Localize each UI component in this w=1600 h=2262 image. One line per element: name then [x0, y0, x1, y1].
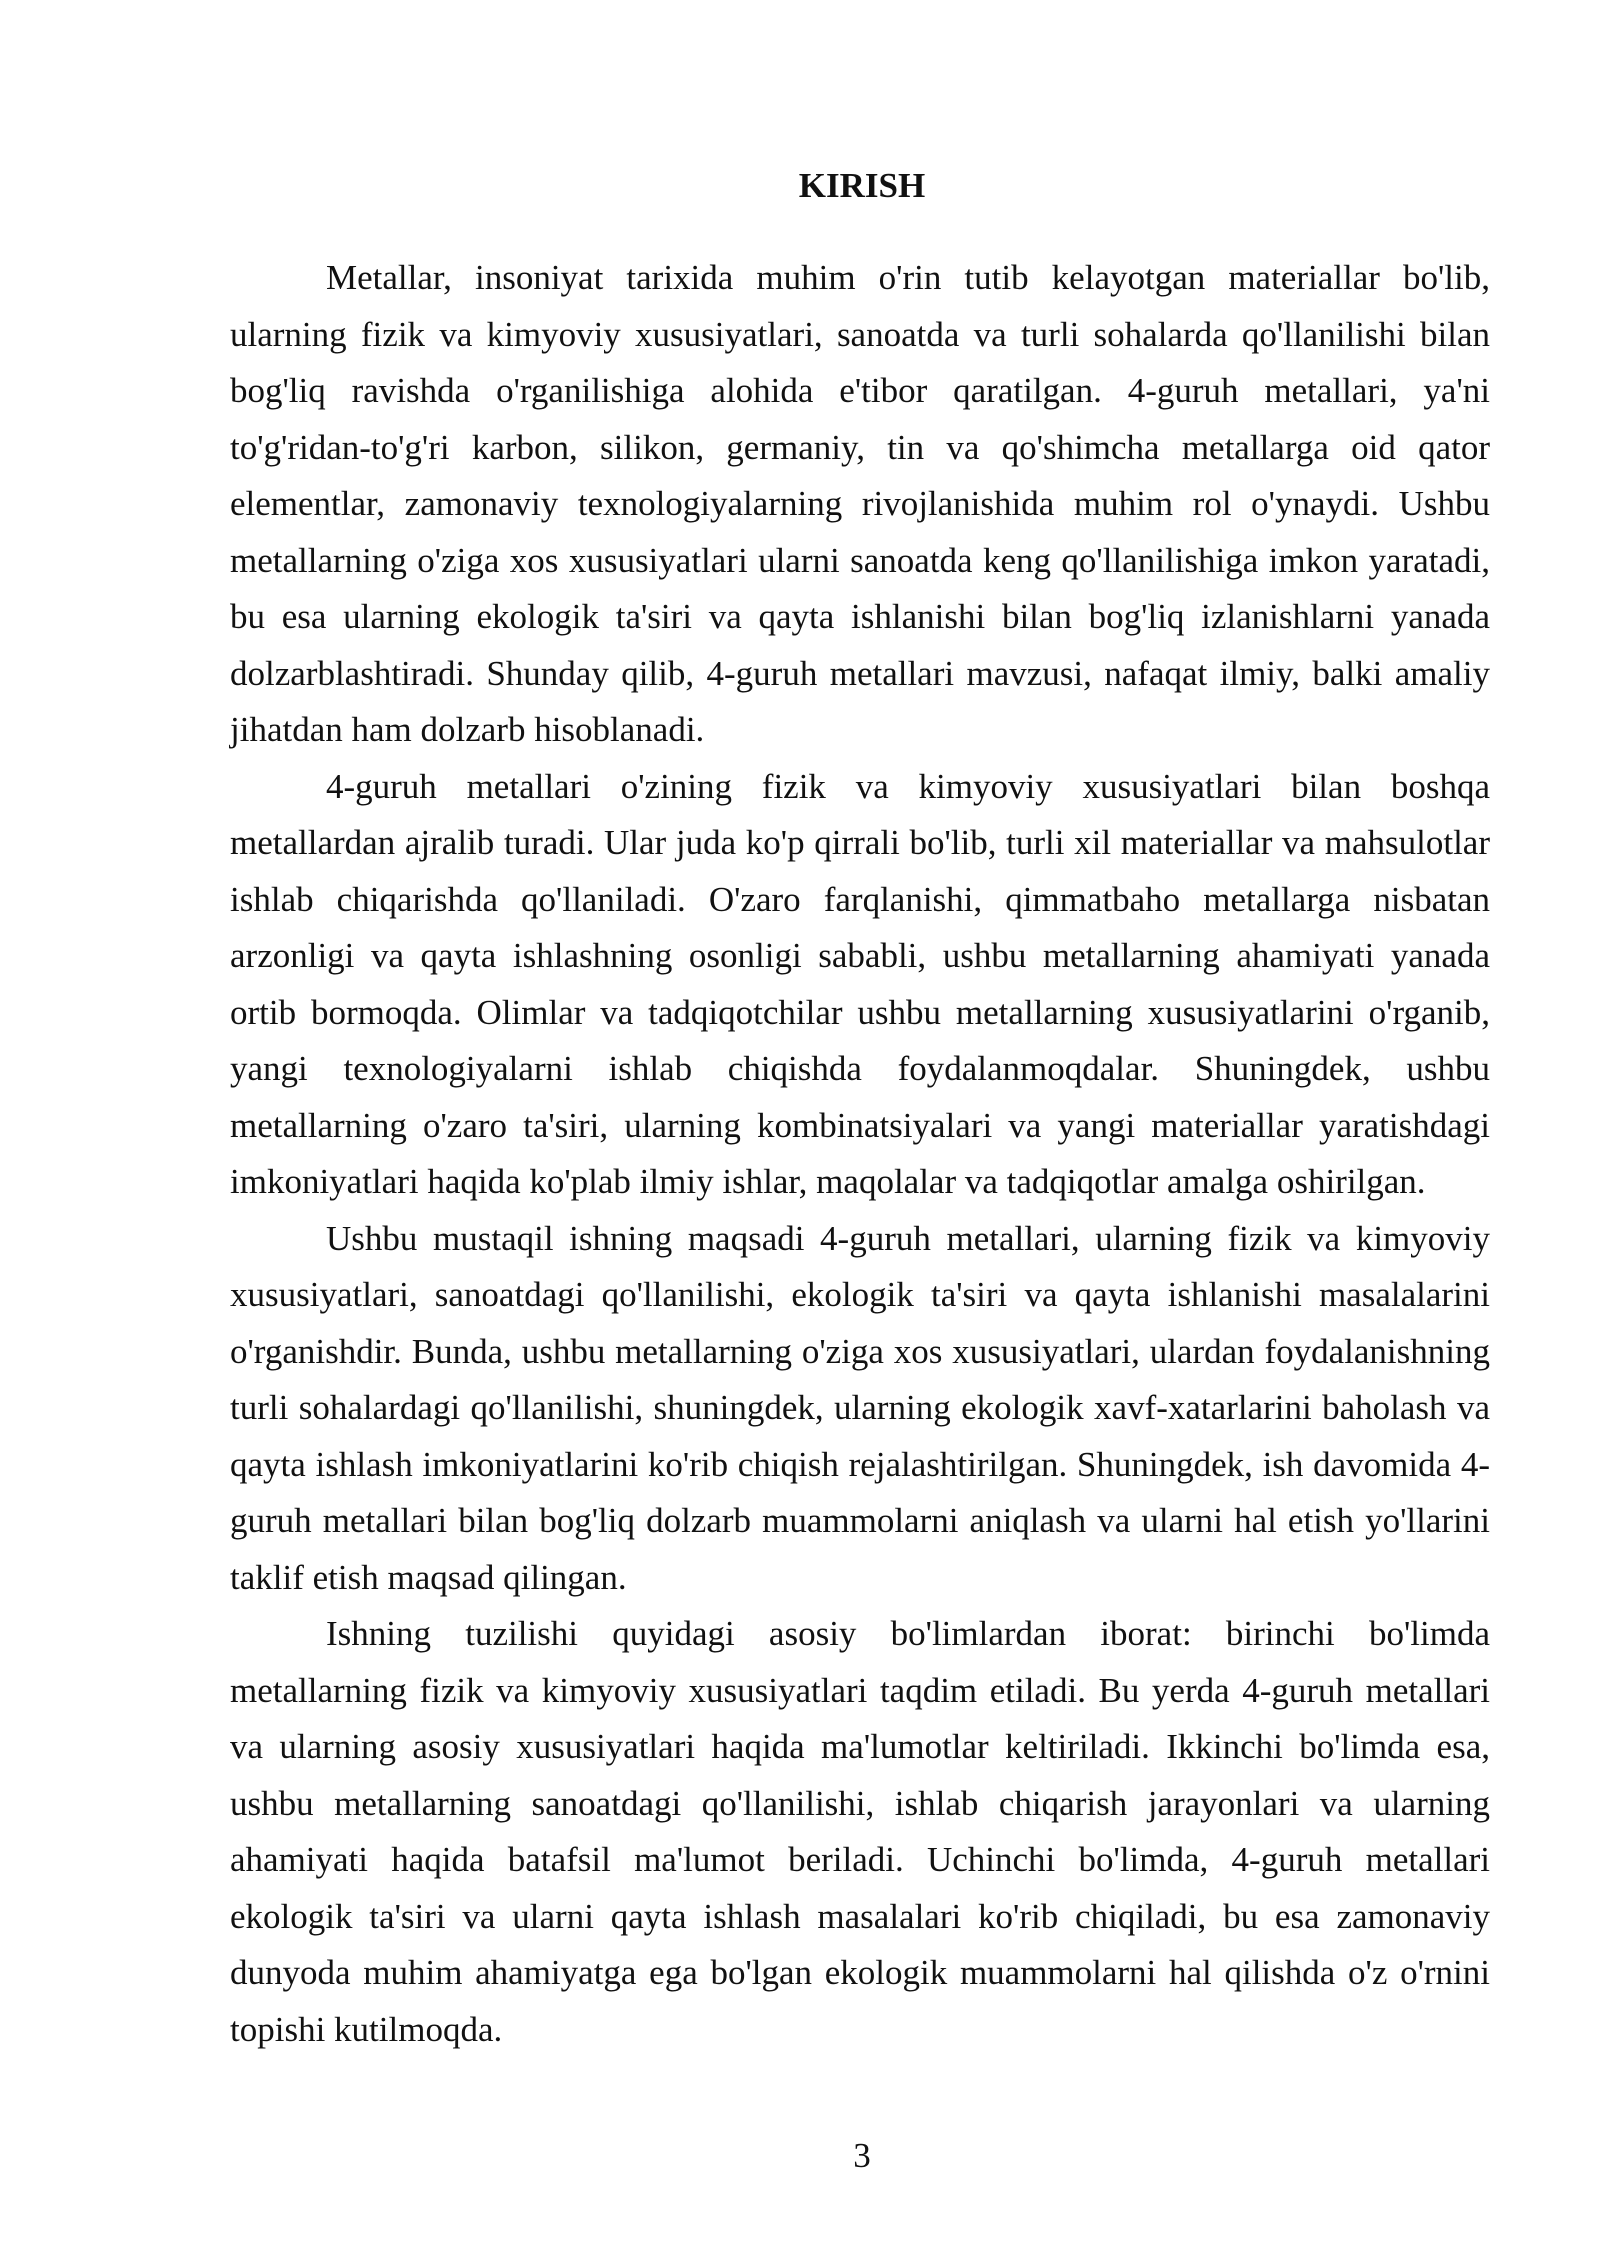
paragraph-1: Metallar, insoniyat tarixida muhim o'rin tutib kelayotgan materiallar bo'lib, ularning fizik va kimyoviy xususiyatlari, sanoatda va turli sohalarda qo'llanilishi bilan bog'liq ravishda o'rganilishiga alohida e'tibor qaratilgan. 4-guruh metallari, ya'ni to'g'ridan-to'g'ri karbon, silikon, germaniy, tin va qo'shimcha metallarga oid qator elementlar, zamonaviy texnologiyalarning rivojlanishida muhim rol o'ynaydi. Ushbu metallarning o'ziga xos xususiyatlari ularni sanoatda keng qo'llanilishiga imkon yaratadi, bu esa ularning ekologik ta'siri va qayta ishlanishi bilan bog'liq izlanishlarni yanada dolzarblashtiradi. Shunday qilib, 4-guruh metallari mavzusi, nafaqat ilmiy, balki amaliy jihatdan ham dolzarb hisoblanadi. [230, 258, 1490, 749]
paragraph-4: Ishning tuzilishi quyidagi asosiy bo'limlardan iborat: birinchi bo'limda metallarning fizik va kimyoviy xususiyatlari taqdim etiladi. Bu yerda 4-guruh metallari va ularning asosiy xususiyatlari haqida ma'lumotlar keltiriladi. Ikkinchi bo'limda esa, ushbu metallarning sanoatdagi qo'llanilishi, ishlab chiqarish jarayonlari va ularning ahamiyati haqida batafsil ma'lumot beriladi. Uchinchi bo'limda, 4-guruh metallari ekologik ta'siri va ularni qayta ishlash masalalari ko'rib chiqiladi, bu esa zamonaviy dunyoda muhim ahamiyatga ega bo'lgan ekologik muammolarni hal qilishda o'z o'rnini topishi kutilmoqda. [230, 1614, 1490, 2049]
paragraph-3: Ushbu mustaqil ishning maqsadi 4-guruh metallari, ularning fizik va kimyoviy xususiyatlari, sanoatdagi qo'llanilishi, ekologik ta'siri va qayta ishlanishi masalalarini o'rganishdir. Bunda, ushbu metallarning o'ziga xos xususiyatlari, ulardan foydalanishning turli sohalardagi qo'llanilishi, shuningdek, ularning ekologik xavf-xatarlarini baholash va qayta ishlash imkoniyatlarini ko'rib chiqish rejalashtirilgan. Shuningdek, ish davomida 4-guruh metallari bilan bog'liq dolzarb muammolarni aniqlash va ularni hal etish yo'llarini taklif etish maqsad qilingan. [230, 1218, 1490, 1597]
page-number: 3 [853, 2136, 871, 2175]
paragraph-2: 4-guruh metallari o'zining fizik va kimyoviy xususiyatlari bilan boshqa metallardan ajralib turadi. Ular juda ko'p qirrali bo'lib, turli xil materiallar va mahsulotlar ishlab chiqarishda qo'llaniladi. O'zaro farqlanishi, qimmatbaho metallarga nisbatan arzonligi va qayta ishlashning osonligi sababli, ushbu metallarning ahamiyati yanada ortib bormoqda. Olimlar va tadqiqotchilar ushbu metallarning xususiyatlarini o'rganib, yangi texnologiyalarni ishlab chiqishda foydalanmoqdalar. Shuningdek, ushbu metallarning o'zaro ta'siri, ularning kombinatsiyalari va yangi materiallar yaratishdagi imkoniyatlari haqida ko'plab ilmiy ishlar, maqolalar va tadqiqotlar amalga oshirilgan. [230, 766, 1490, 1201]
page-title: KIRISH [798, 166, 926, 205]
body-text [230, 250, 1490, 2058]
